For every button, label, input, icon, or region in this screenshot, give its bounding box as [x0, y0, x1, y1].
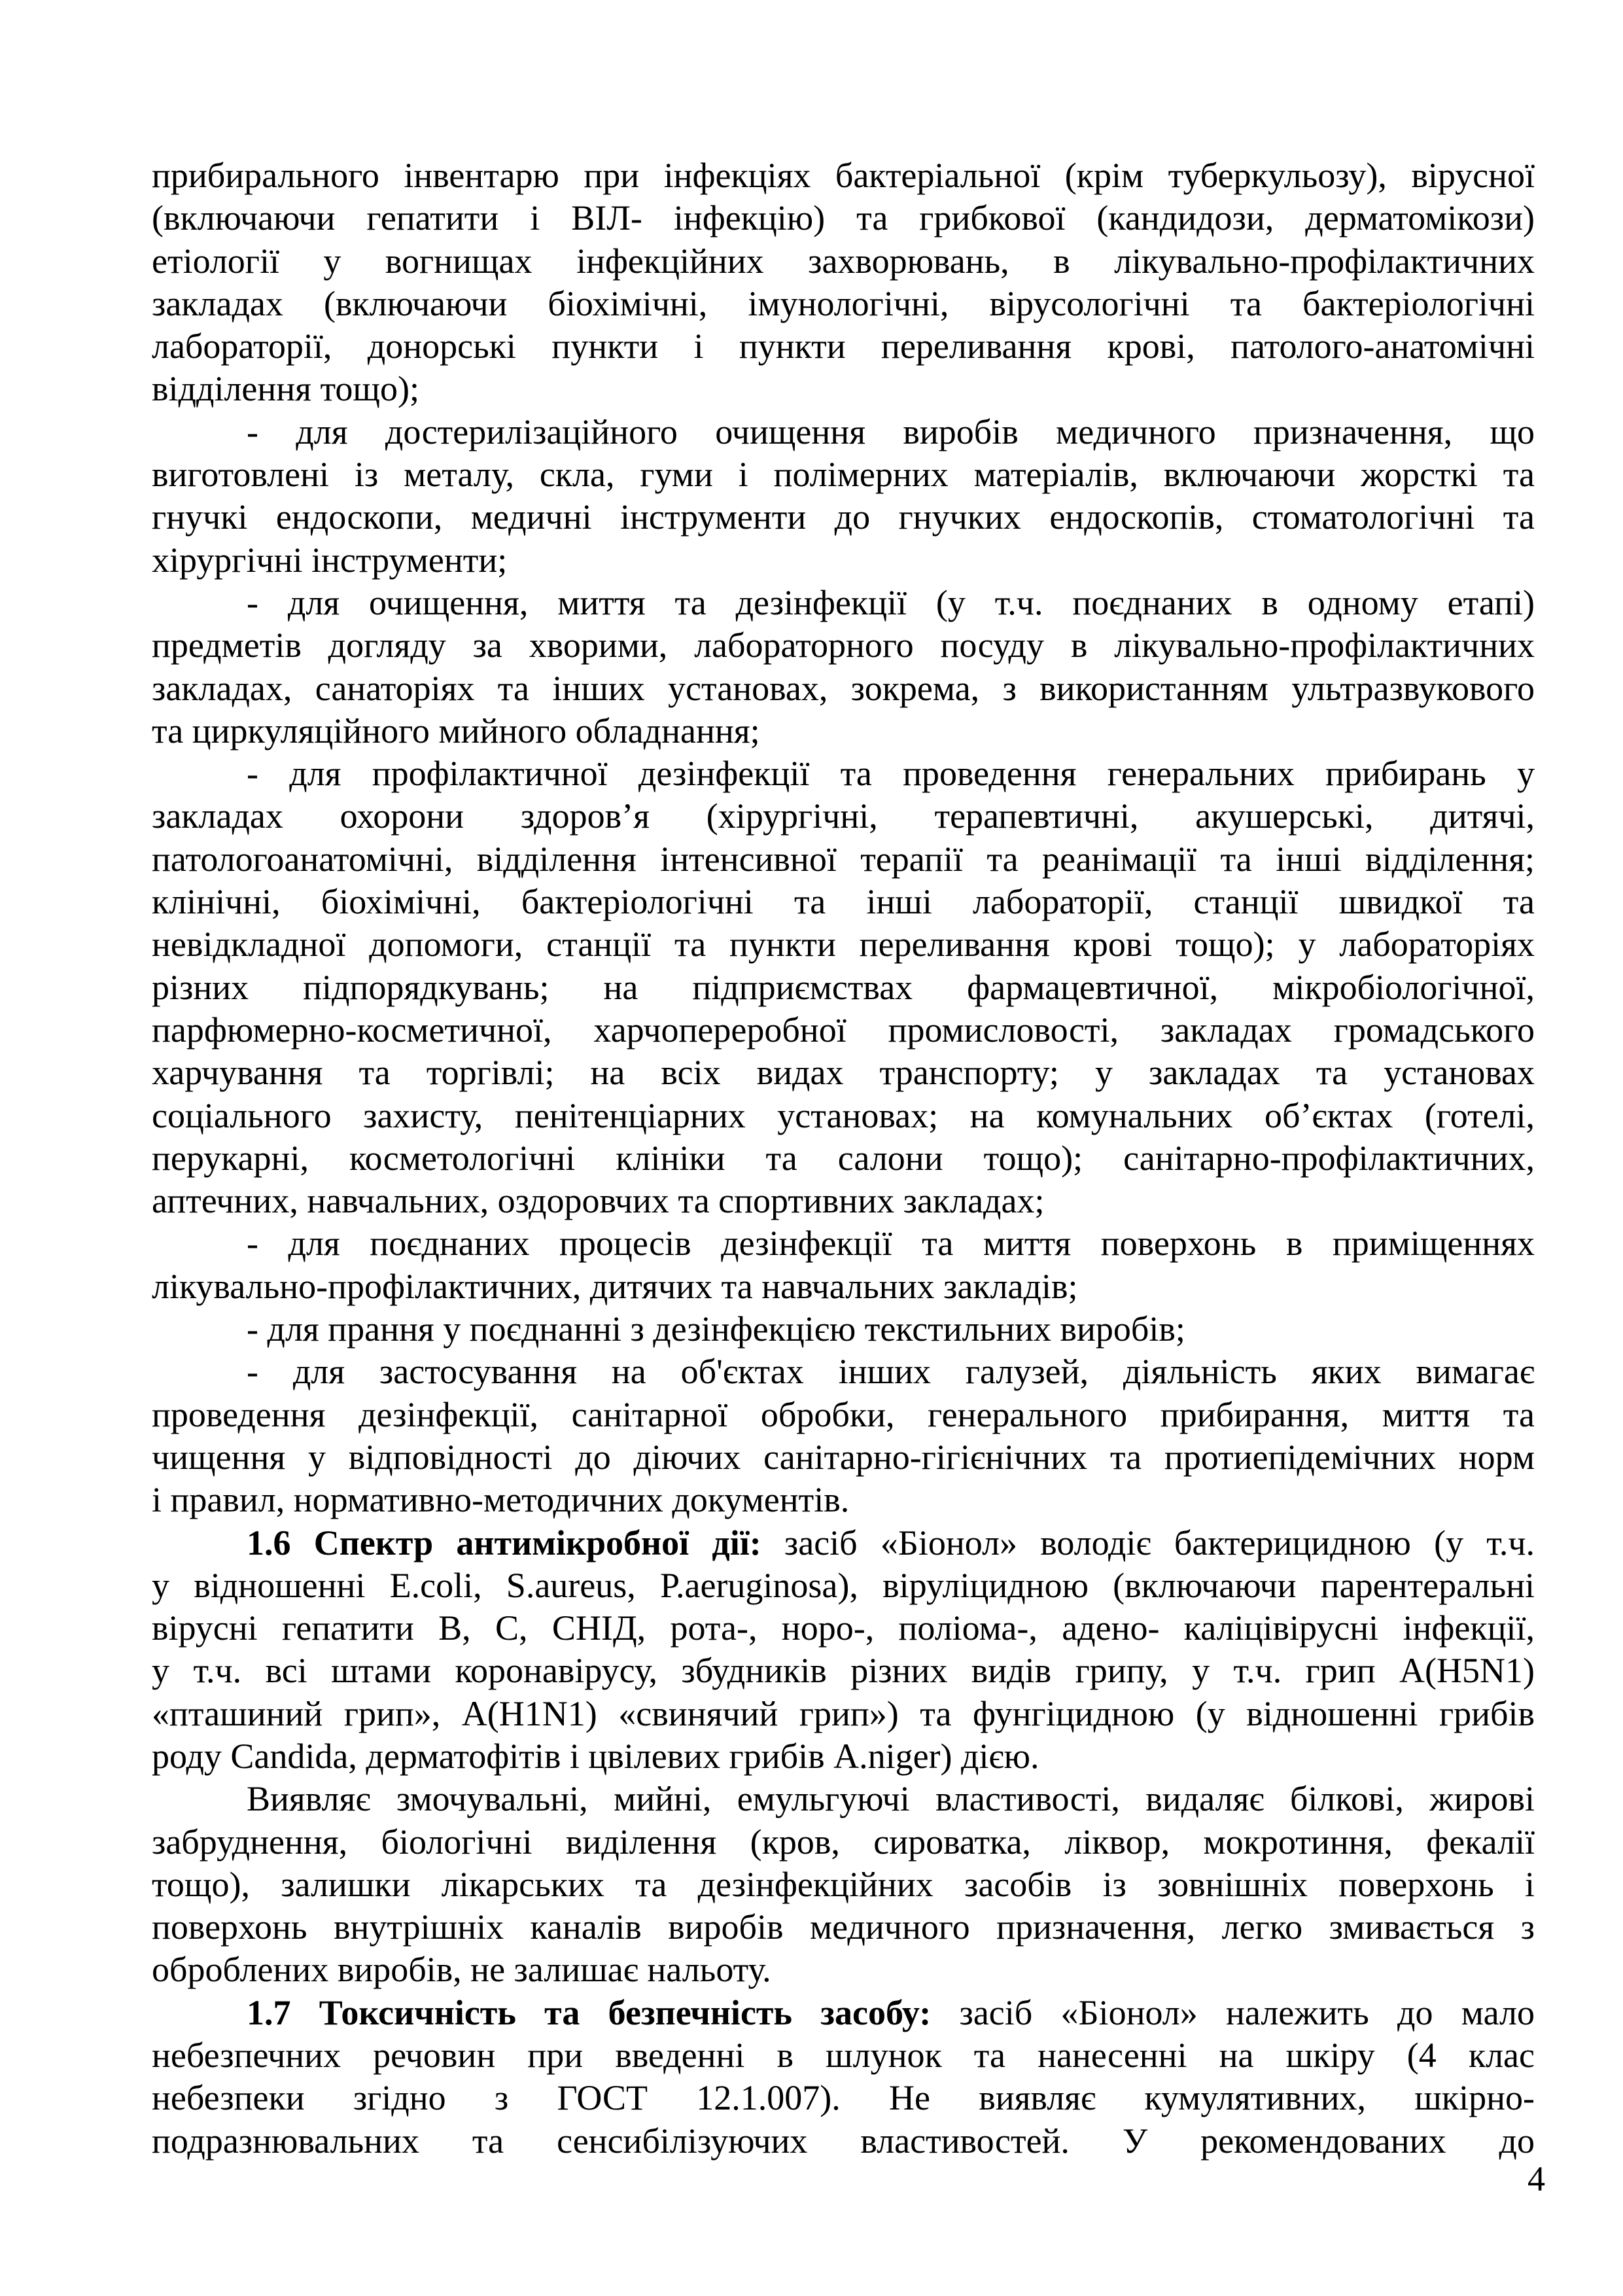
text-line	[152, 1095, 1535, 1137]
text-segment: - для застосування на об'єктах інших галузей, діяльність яких вимагає	[247, 1352, 1535, 1392]
text-segment: прибирального інвентарю при інфекціях бактеріальної (крім туберкульозу), вірусної	[152, 156, 1535, 195]
text-line	[152, 1650, 1535, 1692]
text-segment: тощо), залишки лікарських та дезінфекційних засобів із зовнішніх поверхонь і	[152, 1864, 1535, 1904]
text-segment: закладах, санаторіях та інших установах, зокрема, з використанням ультразвукового	[152, 668, 1535, 708]
text-segment: етіології у вогнищах інфекційних захворювань, в лікувально-профілактичних	[152, 241, 1535, 281]
text-line	[152, 795, 1535, 838]
text-segment: хірургічні інструменти;	[152, 540, 508, 580]
text-line	[152, 1479, 1535, 1521]
text-segment: - для поєднаних процесів дезінфекції та миття поверхонь в приміщеннях	[247, 1224, 1535, 1263]
text-segment: - для профілактичної дезінфекції та проведення генеральних прибирань у	[247, 754, 1535, 794]
text-line	[152, 838, 1535, 881]
bold-text-segment: 1.7 Токсичність та безпечність засобу:	[247, 1992, 932, 2032]
text-segment: предметів догляду за хворими, лабораторного посуду в лікувально-профілактичних	[152, 626, 1535, 665]
text-segment: харчування та торгівлі; на всіх видах транспорту; у закладах та установах	[152, 1053, 1535, 1093]
text-segment: у відношенні E.coli, S.aureus, P.aeruginosa), віруліцидною (включаючи парентеральні	[152, 1565, 1535, 1605]
text-segment: - для очищення, миття та дезінфекції (у т.ч. поєднаних в одному етапі)	[247, 582, 1535, 622]
text-line	[152, 1693, 1535, 1735]
text-line	[152, 1222, 1535, 1265]
text-line	[152, 283, 1535, 325]
text-segment: небезпеки згідно з ГОСТ 12.1.007). Не виявляє кумулятивних, шкірно-	[152, 2078, 1535, 2118]
text-segment: оброблених виробів, не залишає нальоту.	[152, 1950, 771, 1990]
paragraph	[152, 1222, 1535, 1308]
text-segment: закладах охорони здоров’я (хірургічні, терапевтичні, акушерські, дитячі,	[152, 796, 1535, 836]
text-line	[152, 2120, 1535, 2163]
paragraph	[152, 154, 1535, 411]
text-segment: перукарні, косметологічні клініки та салони тощо); санітарно-профілактичних,	[152, 1138, 1535, 1178]
text-line	[152, 667, 1535, 710]
text-segment: соціального захисту, пенітенціарних установах; на комунальних об’єктах (готелі,	[152, 1095, 1535, 1135]
text-segment: - для прання у поєднанні з дезінфекцією текстильних виробів;	[247, 1309, 1185, 1349]
text-line	[152, 1778, 1535, 1820]
document-body	[152, 154, 1535, 2163]
text-line	[152, 923, 1535, 966]
text-segment: відділення тощо);	[152, 369, 419, 409]
bold-text-segment: 1.6 Спектр антимікробної дії:	[247, 1523, 761, 1563]
text-segment: закладах (включаючи біохімічні, імунологічні, вірусологічні та бактеріологічні	[152, 283, 1535, 323]
text-line	[152, 1137, 1535, 1180]
text-line	[152, 1051, 1535, 1094]
text-line	[152, 368, 1535, 410]
text-line	[152, 1863, 1535, 1906]
text-line	[152, 1394, 1535, 1436]
text-segment: - для достерилізаційного очищення виробів медичного призначення, що	[247, 412, 1535, 451]
text-segment: парфюмерно-косметичної, харчопереробної промисловості, закладах громадського	[152, 1010, 1535, 1050]
text-segment: роду Candida, дерматофітів і цвілевих грибів A.niger) дією.	[152, 1736, 1039, 1776]
text-line	[152, 2034, 1535, 2077]
text-segment: «пташиний грип», А(H1N1) «свинячий грип») та фунгіцидною (у відношенні грибів	[152, 1693, 1535, 1733]
text-line	[152, 411, 1535, 453]
text-segment: виготовлені із металу, скла, гуми і полімерних матеріалів, включаючи жорсткі та	[152, 455, 1535, 495]
text-segment: лабораторії, донорські пункти і пункти переливання крові, патолого-анатомічні	[152, 327, 1535, 366]
paragraph	[152, 1778, 1535, 1991]
text-line	[152, 582, 1535, 624]
text-line	[152, 710, 1535, 752]
paragraph	[152, 411, 1535, 582]
text-line	[152, 1308, 1535, 1351]
paragraph	[152, 1308, 1535, 1351]
text-line	[152, 325, 1535, 368]
text-segment: клінічні, біохімічні, бактеріологічні та інші лабораторії, станції швидкої та	[152, 882, 1535, 922]
text-line	[152, 1607, 1535, 1650]
text-line	[152, 1180, 1535, 1222]
paragraph	[152, 752, 1535, 1222]
text-segment: проведення дезінфекції, санітарної обробки, генерального прибирання, миття та	[152, 1394, 1535, 1434]
text-segment: забруднення, біологічні виділення (кров, сироватка, ліквор, мокротиння, фекалії	[152, 1822, 1535, 1862]
text-segment: лікувально-профілактичних, дитячих та навчальних закладів;	[152, 1266, 1078, 1306]
text-line	[152, 453, 1535, 496]
text-line	[152, 1009, 1535, 1051]
text-segment: різних підпорядкувань; на підприємствах фармацевтичної, мікробіологічної,	[152, 967, 1535, 1007]
paragraph	[152, 1351, 1535, 1521]
text-line	[152, 1992, 1535, 2034]
text-line	[152, 1351, 1535, 1393]
text-line	[152, 2077, 1535, 2119]
text-segment: аптечних, навчальних, оздоровчих та спортивних закладах;	[152, 1181, 1045, 1221]
text-segment: чищення у відповідності до діючих санітарно-гігієнічних та протиепідемічних норм	[152, 1437, 1535, 1477]
text-segment: поверхонь внутрішніх каналів виробів медичного призначення, легко змивається з	[152, 1907, 1535, 1947]
text-line	[152, 624, 1535, 667]
paragraph	[152, 1992, 1535, 2163]
text-line	[152, 1522, 1535, 1564]
text-line	[152, 1906, 1535, 1949]
text-segment: небезпечних речовин при введенні в шлунок та нанесенні на шкіру (4 клас	[152, 2036, 1535, 2075]
text-segment: і правил, нормативно-методичних документів.	[152, 1480, 850, 1520]
text-segment: вірусні гепатити В, С, СНІД, рота-, норо-, поліома-, адено- каліцівірусні інфекції,	[152, 1608, 1535, 1648]
text-line	[152, 539, 1535, 582]
text-line	[152, 496, 1535, 539]
text-segment: Виявляє змочувальні, мийні, емульгуючі властивості, видаляє білкові, жирові	[247, 1779, 1535, 1819]
text-line	[152, 1949, 1535, 1991]
text-line	[152, 752, 1535, 795]
paragraph	[152, 582, 1535, 752]
text-line	[152, 881, 1535, 923]
text-line	[152, 1564, 1535, 1607]
text-line	[152, 240, 1535, 283]
text-segment: (включаючи гепатити і ВІЛ- інфекцію) та грибкової (кандидози, дерматомікози)	[152, 198, 1535, 238]
text-line	[152, 1265, 1535, 1308]
text-segment: подразнювальних та сенсибілізуючих властивостей. У рекомендованих до	[152, 2121, 1535, 2161]
text-segment: невідкладної допомоги, станції та пункти переливання крові тощо); у лабораторіях	[152, 925, 1535, 964]
text-segment: та циркуляційного мийного обладнання;	[152, 711, 760, 751]
text-segment: засіб «Біонол» володіє бактерицидною (у т.ч.	[761, 1523, 1535, 1563]
text-segment: гнучкі ендоскопи, медичні інструменти до гнучких ендоскопів, стоматологічні та	[152, 497, 1535, 537]
text-line	[152, 197, 1535, 239]
page-number: 4	[1527, 2159, 1545, 2199]
text-segment: засіб «Біонол» належить до мало	[931, 1992, 1535, 2032]
paragraph	[152, 1522, 1535, 1778]
text-line	[152, 1436, 1535, 1479]
text-segment: у т.ч. всі штами коронавірусу, збудників різних видів грипу, у т.ч. грип А(H5N1)	[152, 1651, 1535, 1691]
text-line	[152, 966, 1535, 1009]
text-line	[152, 1735, 1535, 1778]
text-segment: патологоанатомічні, відділення інтенсивної терапії та реанімації та інші відділення;	[152, 839, 1535, 879]
text-line	[152, 1821, 1535, 1863]
text-line	[152, 154, 1535, 197]
